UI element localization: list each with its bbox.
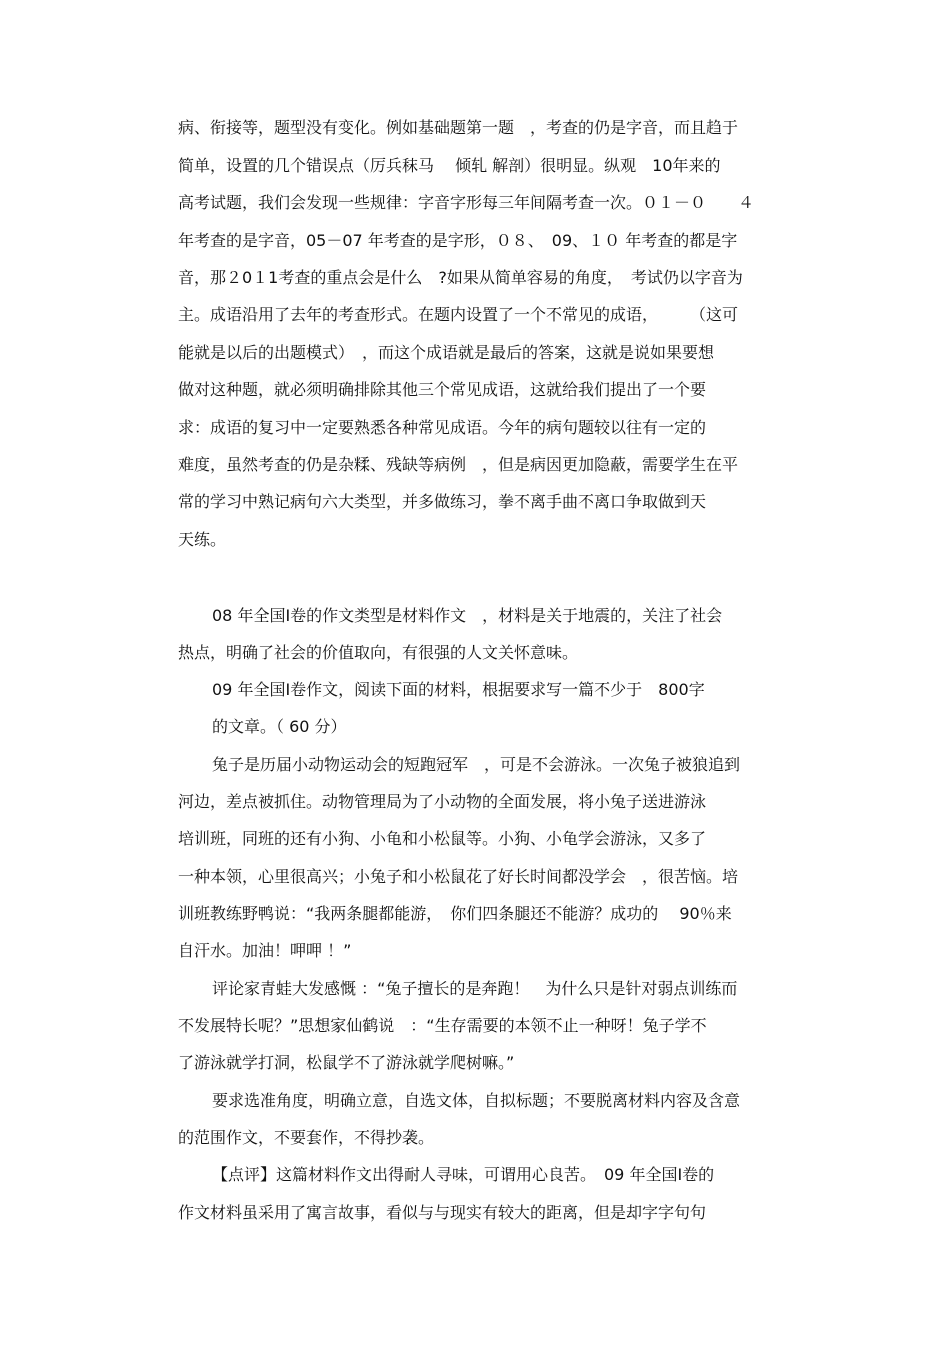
text-line: 高考试题，我们会发现一些规律：字音字形每三年间隔考查一次。０１－０ ４ — [178, 193, 755, 212]
text-line: 做对这种题，就必须明确排除其他三个常见成语，这就给我们提出了一个要 — [178, 380, 707, 399]
text-line: 病、衔接等，题型没有变化。例如基础题第一题 ，考查的仍是字音，而且趋于 — [178, 118, 739, 137]
text-line: 自汗水。加油！呷呷 ！” — [178, 941, 352, 960]
text-line: 主。成语沿用了去年的考查形式。在题内设置了一个不常见的成语， （这可 — [178, 305, 739, 324]
text-line: 【点评】这篇材料作文出得耐人寻味，可谓用心良苦。 09 年全国Ⅰ卷的 — [212, 1165, 715, 1184]
text-line: 难度，虽然考查的仍是杂糅、残缺等病例 ，但是病因更加隐蔽，需要学生在平 — [178, 455, 739, 474]
text-line: 一种本领，心里很高兴；小兔子和小松鼠花了好长时间都没学会 ，很苦恼。培 — [178, 867, 739, 886]
text-line: 训班教练野鸭说：“我两条腿都能游， 你们四条腿还不能游？成功的 90％来 — [178, 904, 732, 923]
text-line: 要求选准角度，明确立意，自选文体，自拟标题；不要脱离材料内容及含意 — [212, 1091, 741, 1110]
text-line: 的文章。（ 60 分） — [212, 717, 347, 736]
text-line: 不发展特长呢？”思想家仙鹤说 ：“生存需要的本领不止一种呀！兔子学不 — [178, 1016, 707, 1035]
text-line: 河边，差点被抓住。动物管理局为了小动物的全面发展，将小兔子送进游泳 — [178, 792, 707, 811]
text-line: 的范围作文，不要套作，不得抄袭。 — [178, 1128, 435, 1147]
text-line: 天练。 — [178, 530, 227, 549]
text-line: 08 年全国Ⅰ卷的作文类型是材料作文 ，材料是关于地震的，关注了社会 — [212, 606, 723, 625]
text-line: 常的学习中熟记病句六大类型，并多做练习，拳不离手曲不离口争取做到天 — [178, 492, 707, 511]
text-line: 09 年全国Ⅰ卷作文，阅读下面的材料，根据要求写一篇不少于 800字 — [212, 680, 705, 699]
text-line: 热点，明确了社会的价值取向，有很强的人文关怀意味。 — [178, 643, 579, 662]
text-line: 兔子是历届小动物运动会的短跑冠军 ，可是不会游泳。一次兔子被狼追到 — [212, 755, 741, 774]
text-line: 音，那２0１1考查的重点会是什么 ?如果从简单容易的角度， 考试仍以字音为 — [178, 268, 743, 287]
text-line: 培训班，同班的还有小狗、小龟和小松鼠等。小狗、小龟学会游泳，又多了 — [178, 829, 707, 848]
text-line: 评论家青蛙大发感慨 ：“兔子擅长的是奔跑！ 为什么只是针对弱点训练而 — [212, 979, 738, 998]
text-line: 简单，设置的几个错误点（厉兵秣马 倾轧 解剖）很明显。纵观 10年来的 — [178, 156, 721, 175]
text-line: 作文材料虽采用了寓言故事，看似与与现实有较大的距离，但是却字字句句 — [178, 1203, 707, 1222]
text-line: 求：成语的复习中一定要熟悉各种常见成语。今年的病句题较以往有一定的 — [178, 418, 707, 437]
text-line: 能就是以后的出题模式） ，而这个成语就是最后的答案，这就是说如果要想 — [178, 343, 715, 362]
text-line: 了游泳就学打洞，松鼠学不了游泳就学爬树嘛。” — [178, 1053, 515, 1072]
text-line: 年考查的是字音，05－07 年考查的是字形，０８、 09、１０ 年考查的都是字 — [178, 231, 738, 250]
